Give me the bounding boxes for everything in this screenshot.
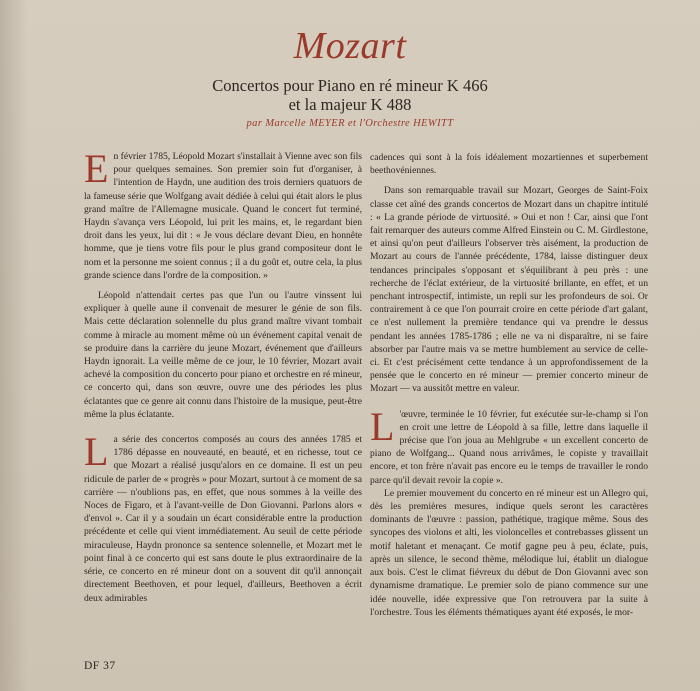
paragraph: Le premier mouvement du concerto en ré mineur est un Allegro qui, dès les premières mesures, indique quels seront les caractères dominants de l'œuvre : passion, pathétique, tragique même. Sous des syncopes des violons et alti, les violoncelles et contrebasses glissent un motif haletant et menaçant. Ce motif gagne peu à peu, éclate, puis, après un silence, le second thème, mélodique lui, établit un dialogue aux bois. C'est le climat fiévreux du début de Don Giovanni avec son dynamisme dramatique. Le premier solo de piano commence sur une idée nouvelle, idée expressive que l'on retrouvera par la suite à l'orchestre. Tous les éléments thématiques ayant été exposés, le mor-	[370, 487, 648, 618]
right-text-column	[370, 151, 648, 619]
paragraph	[84, 429, 362, 605]
paragraph-text: 'œuvre, terminée le 10 février, fut exécutée sur-le-champ si l'on en croit une lettre de Léopold à sa fille, lettre dans laquelle il précise que l'on joua au Mehlgrube « un excellent concerto de piano de Wolfgang... Quand nous arrivâmes, le copiste y travaillait encore, et ton frère n'avait pas encore eu le temps de travailler le rondo parce qu'il devait revoir la copie ».	[370, 408, 648, 486]
paragraph: Dans son remarquable travail sur Mozart, Georges de Saint-Foix classe cet aîné des grands concertos de Mozart dans un chapitre intitulé : « La grande période de virtuosité. » Oui et non ! Car, ainsi que l'ont fait remarquer des auteurs comme Alfred Einstein ou C. M. Girdlestone, et ainsi qu'on peut d'ailleurs l'observer très aisément, la production de Mozart au cours de l'année précédente, 1784, laisse distinguer deux tendances principales s'opposant et s'équilibrant à peu près : une recherche de l'éclat extérieur, de la virtuosité brillante, en effet, et un penchant introspectif, intimiste, un repli sur les profondeurs de soi. Or contrairement à ce que l'on pourrait croire en cette période d'art galant, ce n'est nullement la première tendance qui va prendre le dessus pendant les années 1785-1786 ; elle ne va ni disparaître, ni se faire absorber par l'autre mais va se mettre humblement au service de celle-ci. Et c'est précisément cette tendance à un approfondissement de la pensée que le concerto en ré mineur — premier concerto mineur de Mozart — va aussitôt mettre en valeur.	[370, 185, 648, 395]
subtitle-line-2: et la majeur K 488	[288, 95, 412, 114]
drop-cap: E	[84, 146, 109, 191]
catalog-number: DF 37	[84, 660, 116, 672]
paragraph	[84, 146, 362, 282]
page-title: Mozart	[293, 25, 407, 67]
left-text-column	[84, 146, 362, 605]
paragraph-text: a série des concertos composés au cours des années 1785 et 1786 dépasse en nouveauté, en beauté, et en richesse, tout ce que Mozart a réalisé jusqu'alors en ce domaine. Il est un peu ridicule de parler de « progrès » pour Mozart, surtout à ce moment de sa carrière — n'oublions pas, en effet, que nous sommes à la veille des Noces de Figaro, et à l'avant-veille de Don Giovanni. Parlons alors « d'envol ». Car il y a soudain un écart considérable entre la production précédente et celle qui vient immédiatement. Au seuil de cette période miraculeuse, Haydn prononce sa sentence solennelle, et Mozart met le point final à ce concerto qui est sans doute le plus extraordinaire de la série, ce concerto en ré mineur dont on a souvent dit qu'il annonçait directement Beethoven, et pour lequel, d'ailleurs, Beethoven a écrit deux admirables	[84, 434, 362, 604]
paragraph	[370, 403, 648, 487]
drop-cap: L	[84, 429, 109, 475]
paragraph: Léopold n'attendait certes pas que l'un ou l'autre vinssent lui expliquer à quelle aune il convenait de mesurer le génie de son fils. Mais cette déclaration solennelle du plus grand maître vivant tombait comme à miracle au moment même où un événement capital venait de se produire dans la carrière du jeune Mozart, événement que d'ailleurs Haydn ignorait. La veille même de ce jour, le 10 février, Mozart avait achevé la composition du concerto pour piano et orchestre en ré mineur, ce concerto qui, dans son œuvre, ouvre une des périodes les plus éclatantes que ce genre ait connu dans l'histoire de la musique, peut-être même la plus éclatante.	[84, 290, 362, 420]
drop-cap: L	[370, 403, 395, 449]
paragraph: cadences qui sont à la fois idéalement mozartiennes et superbement beethovéniennes.	[370, 152, 648, 177]
subtitle-line-1: Concertos pour Piano en ré mineur K 466	[212, 76, 488, 95]
performers-credit: par Marcelle MEYER et l'Orchestre HEWITT	[246, 118, 454, 129]
paragraph-text: n février 1785, Léopold Mozart s'installait à Vienne avec son fils pour quelques semaines. Son premier soin fut d'organiser, à l'intention de Haydn, une audition des trois derniers quatuors de la fameuse série que Wolfgang avait dédiée à celui qui était alors le plus grand maître de l'Allemagne musicale. Quand le concert fut terminé, Haydn s'avança vers Léopold, lui prit les mains, et, le regardant bien droit dans les yeux, lui dit : « Je vous déclare devant Dieu, en honnête homme, que je tiens votre fils pour le plus grand compositeur dont le nom et la personne me soient connus ; il a du goût et, outre cela, la plus grande science dans l'ordre de la composition. »	[84, 151, 362, 281]
